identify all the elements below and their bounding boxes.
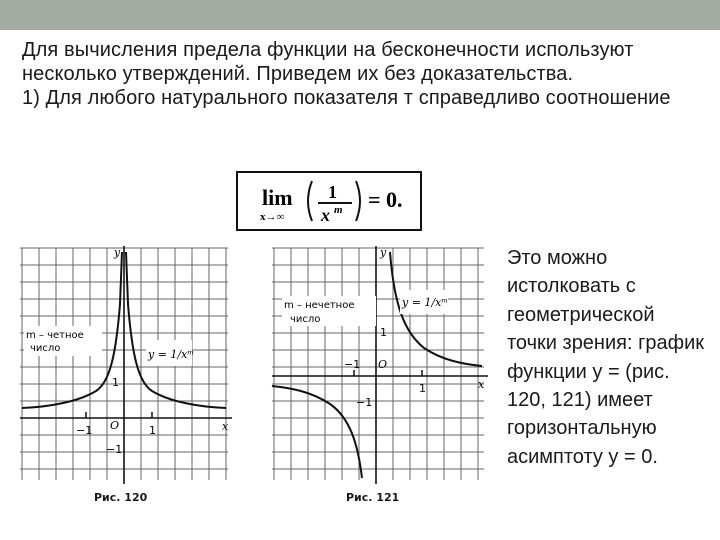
figure-caption: Рис. 120	[94, 491, 148, 504]
tick-1-y: 1	[380, 326, 387, 339]
x-axis-label: x	[222, 420, 229, 433]
tick-minus-1-x: −1	[76, 424, 93, 437]
y-axis-label: y	[380, 246, 387, 259]
formula-denominator-exponent: m	[334, 204, 343, 216]
formula-lim: lim	[262, 185, 293, 210]
top-bar	[0, 0, 720, 30]
formula-subscript: x→∞	[260, 211, 285, 223]
tick-minus-1-y: −1	[106, 443, 123, 456]
formula-right-paren	[356, 181, 360, 221]
limit-formula	[236, 171, 422, 231]
formula-left-paren	[308, 181, 312, 221]
formula-denominator-base: x	[321, 205, 330, 225]
tick-1-y: 1	[112, 376, 119, 389]
figure-121	[270, 244, 492, 506]
figure-caption: Рис. 121	[346, 491, 400, 504]
tick-minus-1-x: −1	[344, 358, 361, 371]
label-line-2: число	[30, 343, 61, 354]
intro-paragraph-1: Для вычисления предела функции на бесконечности используют несколько утверждений. Приведем их без доказательства.	[22, 39, 634, 85]
formula-equals: = 0.	[368, 187, 403, 212]
side-explanation: Это можно истолковать с геометрической точки зрения: график функции y = (рис. 120, 121) имеет горизонтальную асимптоту y = 0.	[507, 247, 705, 468]
tick-minus-1-y: −1	[356, 396, 373, 409]
label-line-1: m – нечетное	[284, 300, 355, 311]
graph-odd	[270, 244, 492, 488]
intro-text	[22, 38, 712, 110]
tick-1-x: 1	[149, 424, 156, 437]
function-label: y = 1/xᵐ	[402, 296, 449, 309]
curve-left-branch	[272, 386, 362, 478]
label-line-1: m – четное	[26, 330, 84, 341]
figure-120	[18, 244, 240, 506]
graph-even	[18, 244, 240, 488]
x-axis-label: x	[478, 378, 485, 391]
function-label: y = 1/xᵐ	[148, 348, 195, 361]
origin-label: O	[378, 358, 388, 371]
origin-label: O	[110, 419, 120, 432]
intro-paragraph-2: 1) Для любого натурального показателя т справедливо соотношение	[22, 87, 671, 109]
formula-numerator: 1	[328, 182, 337, 202]
y-axis-label: y	[114, 246, 121, 259]
label-line-2: число	[290, 314, 321, 325]
tick-1-x: 1	[419, 382, 426, 395]
